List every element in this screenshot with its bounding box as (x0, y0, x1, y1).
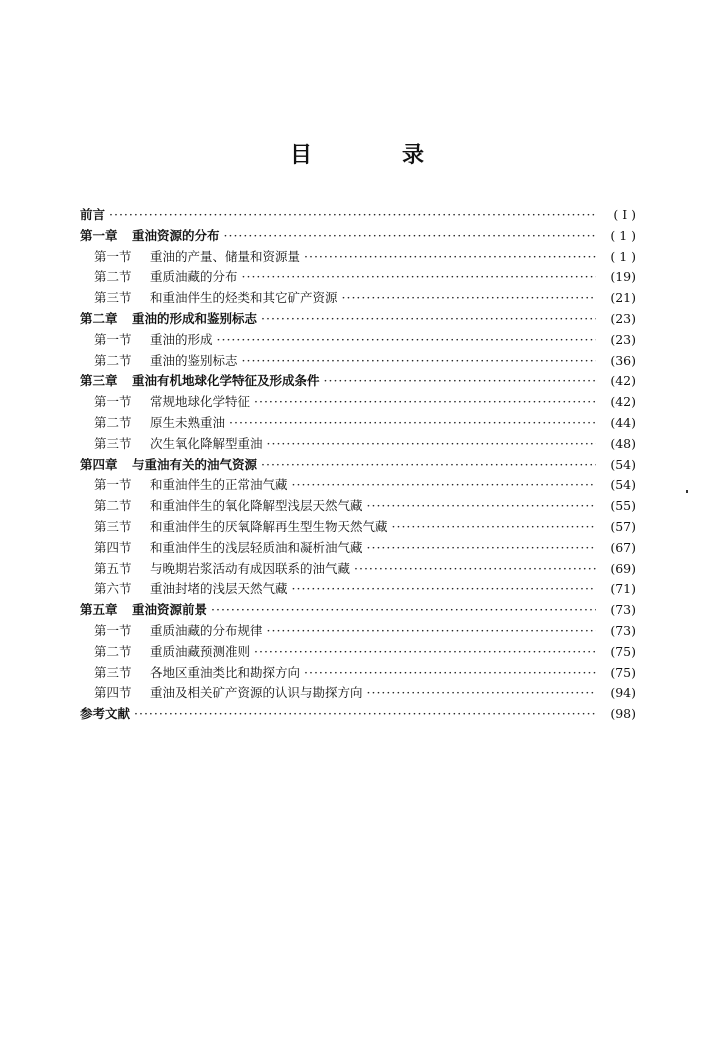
dot-leader (267, 434, 596, 455)
toc-page-number: (36) (610, 352, 636, 368)
toc-entry-number: 第三节 (94, 518, 132, 534)
toc-entry-label: 重油资源前景 (132, 602, 208, 618)
toc-page-number: (75) (610, 664, 636, 680)
toc-entry-number: 第三节 (94, 290, 132, 306)
toc-section-entry (80, 413, 636, 434)
toc-page-number: (42) (610, 373, 636, 389)
toc-section-entry (80, 434, 636, 455)
toc-entry-number: 第六节 (94, 581, 132, 597)
table-of-contents (80, 205, 636, 725)
dot-leader (342, 288, 596, 309)
toc-entry-label: 参考文献 (80, 706, 131, 722)
toc-page-number: (19) (610, 269, 636, 285)
dot-leader (109, 205, 596, 226)
toc-entry-number: 第一节 (94, 248, 132, 264)
toc-entry-label: 与重油有关的油气资源 (132, 456, 258, 472)
page-title: 目 录 (289, 142, 458, 168)
toc-entry-number: 第二节 (94, 643, 132, 659)
toc-entry-label: 重质油藏的分布规律 (150, 622, 263, 638)
toc-page-number: (73) (610, 622, 636, 638)
toc-page-number: (42) (610, 394, 636, 410)
toc-entry-label: 和重油伴生的氧化降解型浅层天然气藏 (150, 498, 363, 514)
toc-entry-number: 第一章 (80, 227, 118, 243)
toc-entry-label: 重油的形成和鉴别标志 (132, 310, 258, 326)
toc-section-entry (80, 642, 636, 663)
toc-entry-label: 重油的形成 (150, 331, 213, 347)
dot-leader (217, 330, 596, 351)
toc-entry-label: 重油的鉴别标志 (150, 352, 238, 368)
toc-chapter-entry (80, 704, 636, 725)
toc-entry-number: 第三节 (94, 435, 132, 451)
toc-page-number: (23) (610, 310, 636, 326)
toc-page-number: (54) (610, 456, 636, 472)
toc-entry-number: 第二节 (94, 269, 132, 285)
toc-entry-number: 第三节 (94, 664, 132, 680)
toc-entry-number: 第一节 (94, 477, 132, 493)
toc-entry-label: 重质油藏预测准则 (150, 643, 251, 659)
toc-section-entry (80, 663, 636, 684)
dot-leader (261, 309, 596, 330)
toc-page-number: ( 1 ) (610, 227, 636, 243)
dot-leader (367, 538, 596, 559)
toc-entry-label: 重油有机地球化学特征及形成条件 (132, 373, 320, 389)
toc-page-number: (94) (610, 685, 636, 701)
toc-page-number: (73) (610, 602, 636, 618)
toc-section-entry (80, 538, 636, 559)
toc-section-entry (80, 330, 636, 351)
scan-speck (686, 490, 688, 493)
toc-page-number: (44) (610, 414, 636, 430)
toc-entry-number: 第二节 (94, 498, 132, 514)
toc-chapter-entry (80, 309, 636, 330)
dot-leader (292, 579, 596, 600)
toc-entry-number: 第四节 (94, 685, 132, 701)
dot-leader (254, 392, 596, 413)
dot-leader (304, 663, 596, 684)
toc-section-entry (80, 496, 636, 517)
toc-page-number: (75) (610, 643, 636, 659)
dot-leader (304, 247, 596, 268)
toc-entry-label: 重油封堵的浅层天然气藏 (150, 581, 288, 597)
toc-section-entry (80, 475, 636, 496)
toc-chapter-entry (80, 205, 636, 226)
dot-leader (254, 642, 596, 663)
toc-entry-number: 第一节 (94, 331, 132, 347)
dot-leader (392, 517, 596, 538)
dot-leader (242, 267, 596, 288)
toc-entry-label: 和重油伴生的厌氧降解再生型生物天然气藏 (150, 518, 388, 534)
toc-page-number: (71) (610, 581, 636, 597)
toc-entry-label: 常规地球化学特征 (150, 394, 251, 410)
dot-leader (229, 413, 596, 434)
toc-entry-label: 各地区重油类比和勘探方向 (150, 664, 301, 680)
dot-leader (242, 351, 596, 372)
toc-page-number: (23) (610, 331, 636, 347)
toc-entry-label: 重油及相关矿产资源的认识与勘探方向 (150, 685, 363, 701)
toc-section-entry (80, 517, 636, 538)
dot-leader (134, 704, 596, 725)
dot-leader (367, 683, 596, 704)
toc-entry-number: 第三章 (80, 373, 118, 389)
dot-leader (267, 621, 596, 642)
toc-page-number: (21) (610, 290, 636, 306)
toc-page-number: (98) (610, 706, 636, 722)
toc-entry-number: 第一节 (94, 622, 132, 638)
toc-page-number: (69) (610, 560, 636, 576)
toc-entry-label: 和重油伴生的正常油气藏 (150, 477, 288, 493)
toc-page-number: ( Ⅰ ) (613, 207, 636, 222)
toc-entry-label: 前言 (80, 207, 106, 222)
dot-leader (292, 475, 596, 496)
toc-entry-number: 第二节 (94, 414, 132, 430)
toc-section-entry (80, 621, 636, 642)
dot-leader (367, 496, 596, 517)
toc-entry-label: 重油资源的分布 (132, 227, 220, 243)
toc-entry-label: 和重油伴生的烃类和其它矿产资源 (150, 290, 338, 306)
toc-entry-label: 与晚期岩浆活动有成因联系的油气藏 (150, 560, 351, 576)
toc-page-number: (54) (610, 477, 636, 493)
dot-leader (261, 455, 596, 476)
dot-leader (211, 600, 596, 621)
toc-section-entry (80, 351, 636, 372)
toc-page-number: (48) (610, 435, 636, 451)
toc-chapter-entry (80, 455, 636, 476)
dot-leader (354, 559, 596, 580)
toc-entry-number: 第四节 (94, 539, 132, 555)
toc-page-number: ( 1 ) (610, 248, 636, 264)
toc-section-entry (80, 559, 636, 580)
toc-entry-number: 第四章 (80, 456, 118, 472)
toc-entry-number: 第二节 (94, 352, 132, 368)
toc-section-entry (80, 267, 636, 288)
toc-entry-label: 重质油藏的分布 (150, 269, 238, 285)
toc-entry-number: 第五节 (94, 560, 132, 576)
toc-page-number: (57) (610, 518, 636, 534)
dot-leader (224, 226, 596, 247)
toc-entry-label: 和重油伴生的浅层轻质油和凝析油气藏 (150, 539, 363, 555)
toc-section-entry (80, 288, 636, 309)
toc-section-entry (80, 683, 636, 704)
toc-section-entry (80, 579, 636, 600)
toc-section-entry (80, 247, 636, 268)
toc-entry-number: 第二章 (80, 310, 118, 326)
toc-page-number: (55) (610, 498, 636, 514)
toc-section-entry (80, 392, 636, 413)
toc-entry-label: 次生氧化降解型重油 (150, 435, 263, 451)
toc-entry-label: 原生未熟重油 (150, 414, 226, 430)
toc-entry-number: 第五章 (80, 602, 118, 618)
toc-chapter-entry (80, 371, 636, 392)
toc-chapter-entry (80, 600, 636, 621)
toc-page-number: (67) (610, 539, 636, 555)
toc-entry-number: 第一节 (94, 394, 132, 410)
dot-leader (324, 371, 596, 392)
toc-chapter-entry (80, 226, 636, 247)
toc-entry-label: 重油的产量、储量和资源量 (150, 248, 301, 264)
